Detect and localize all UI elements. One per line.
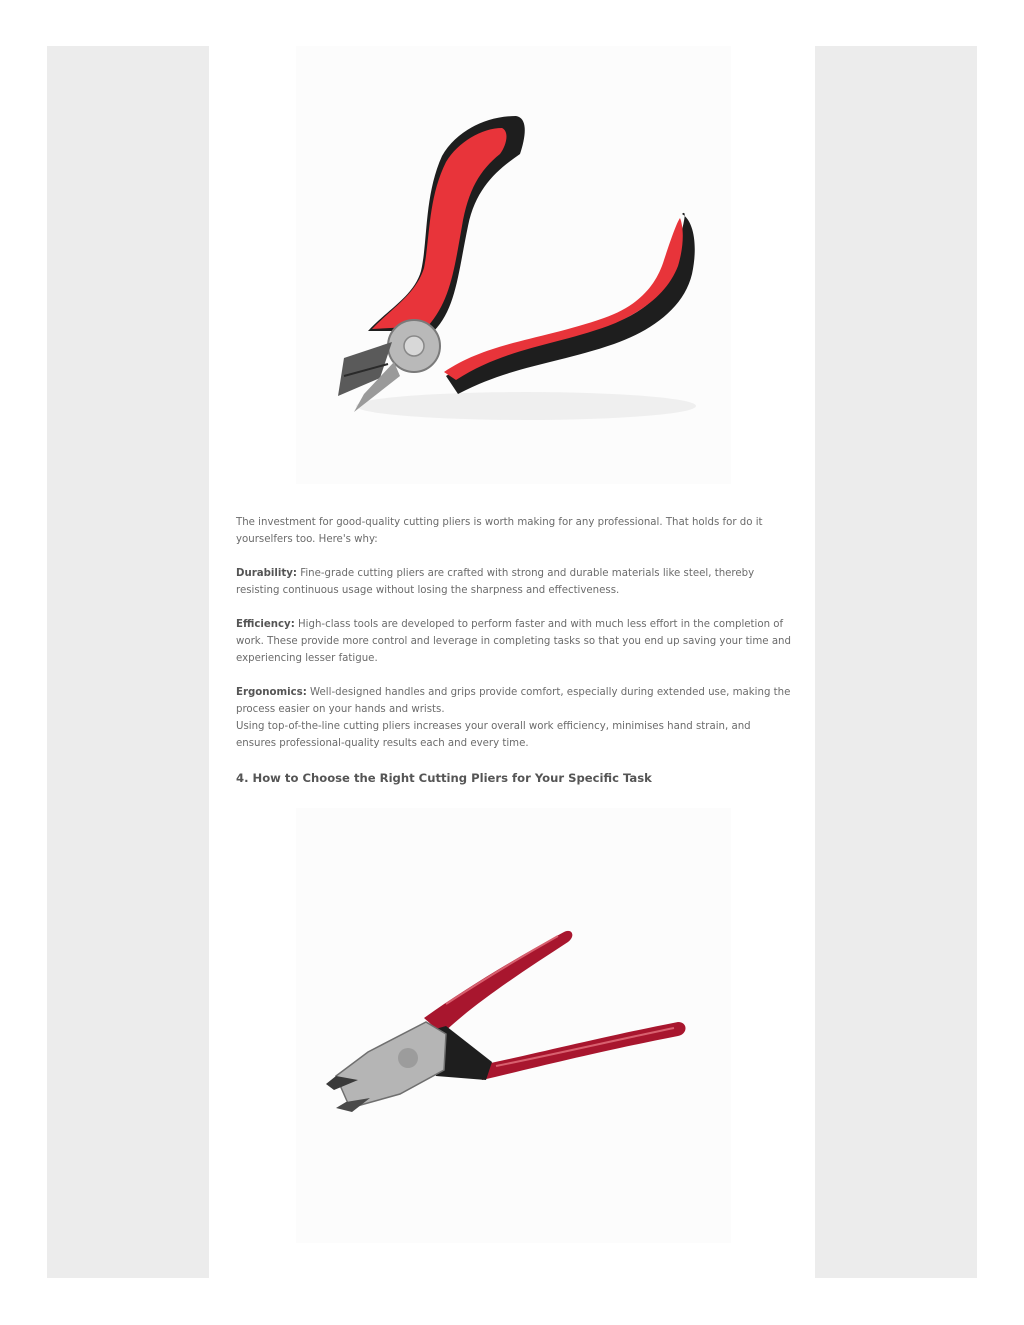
durability-point [236,565,792,599]
point-term: Ergonomics: [236,687,307,698]
ergonomics-point [236,684,792,718]
point-term: Durability: [236,568,297,579]
summary-paragraph: Using top-of-the-line cutting pliers increases your overall work efficiency, minimises hand strain, and ensures professional-quality results each and every time. [236,721,751,749]
red-diagonal-pliers-icon [296,808,731,1243]
section-heading: 4. How to Choose the Right Cutting Pliers for Your Specific Task [236,771,652,785]
cutting-pliers-image-2 [296,808,731,1243]
article-page [209,46,815,1278]
intro-paragraph: The investment for good-quality cutting pliers is worth making for any professional. That holds for do it yourselfers too. Here's why: [236,517,763,545]
article-body [236,514,792,787]
point-term: Efficiency: [236,619,295,630]
cutting-pliers-image-1 [296,46,731,484]
point-text: Well-designed handles and grips provide comfort, especially during extended use, making the process easier on your hands and wrists. [236,687,791,715]
efficiency-point [236,616,792,667]
point-text: Fine-grade cutting pliers are crafted with strong and durable materials like steel, thereby resisting continuous usage without losing the sharpness and effectiveness. [236,568,755,596]
red-black-pliers-icon [296,46,731,484]
point-text: High-class tools are developed to perform faster and with much less effort in the completion of work. These provide more control and leverage in completing tasks so that you end up saving your time and experiencing lesser fatigue. [236,619,791,664]
